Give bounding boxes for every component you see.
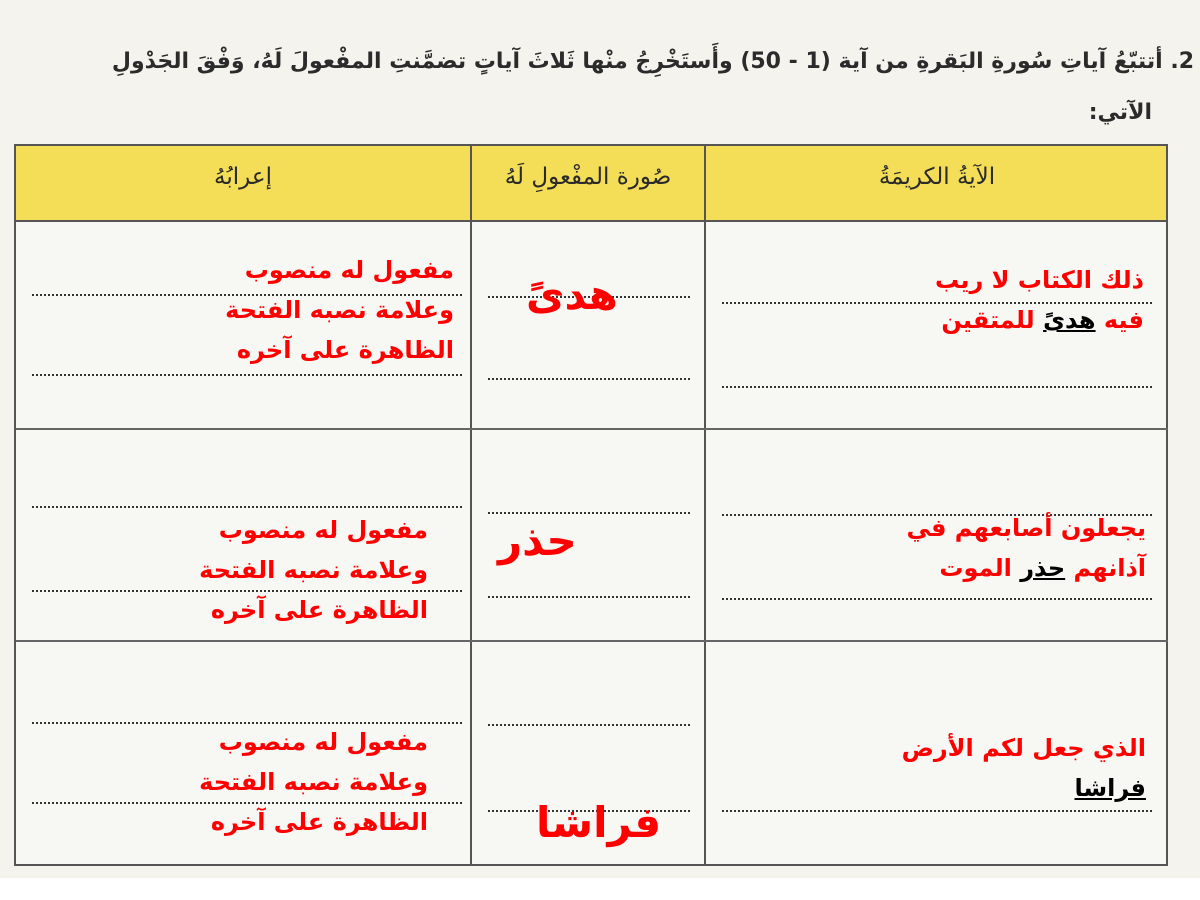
word-row-3: فراشا bbox=[536, 798, 662, 847]
dotted-line bbox=[32, 506, 462, 508]
dotted-line bbox=[722, 386, 1152, 388]
word-row-1: هدىً bbox=[526, 270, 618, 319]
header-verse: الآيةُ الكريمَةُ bbox=[878, 164, 996, 190]
column-divider bbox=[704, 146, 706, 866]
question-continuation: الآتي: bbox=[1088, 100, 1152, 125]
verse-row-2: يجعلون أصابعهم في آذانهم حذر الموت bbox=[906, 514, 1146, 582]
dotted-line bbox=[488, 512, 690, 514]
dotted-line bbox=[722, 810, 1152, 812]
question-text: 2. أتتبّعُ آياتِ سُورةِ البَقرةِ من آية (1 - 50) وأَستَخْرِجُ منْها ثَلاثَ آياتٍ تضمَّنتِ المفْعولَ لَهُ، وَفْقَ الجَدْولِ bbox=[111, 49, 1194, 74]
dotted-line bbox=[722, 598, 1152, 600]
column-divider bbox=[470, 146, 472, 866]
verse-row-1: ذلك الكتاب لا ريب فيه هدىً للمتقين bbox=[935, 266, 1144, 334]
verse-row-3: الذي جعل لكم الأرض فراشا bbox=[901, 734, 1146, 802]
dotted-line bbox=[488, 596, 690, 598]
dotted-line bbox=[488, 378, 690, 380]
header-word: صُورة المفْعولِ لَهُ bbox=[504, 164, 672, 190]
parsing-row-3: مفعول له منصوب وعلامة نصبه الفتحة الظاهرة على آخره bbox=[199, 728, 428, 836]
word-row-2: حذر bbox=[498, 516, 577, 565]
dotted-line bbox=[32, 374, 462, 376]
row-divider bbox=[16, 428, 1168, 430]
row-divider bbox=[16, 640, 1168, 642]
answer-table bbox=[14, 144, 1168, 866]
dotted-line bbox=[488, 724, 690, 726]
parsing-row-2: مفعول له منصوب وعلامة نصبه الفتحة الظاهرة على آخره bbox=[199, 516, 428, 624]
header-parsing: إعرابُهُ bbox=[214, 164, 272, 190]
parsing-row-1: مفعول له منصوب وعلامة نصبه الفتحة الظاهرة على آخره bbox=[225, 256, 454, 364]
